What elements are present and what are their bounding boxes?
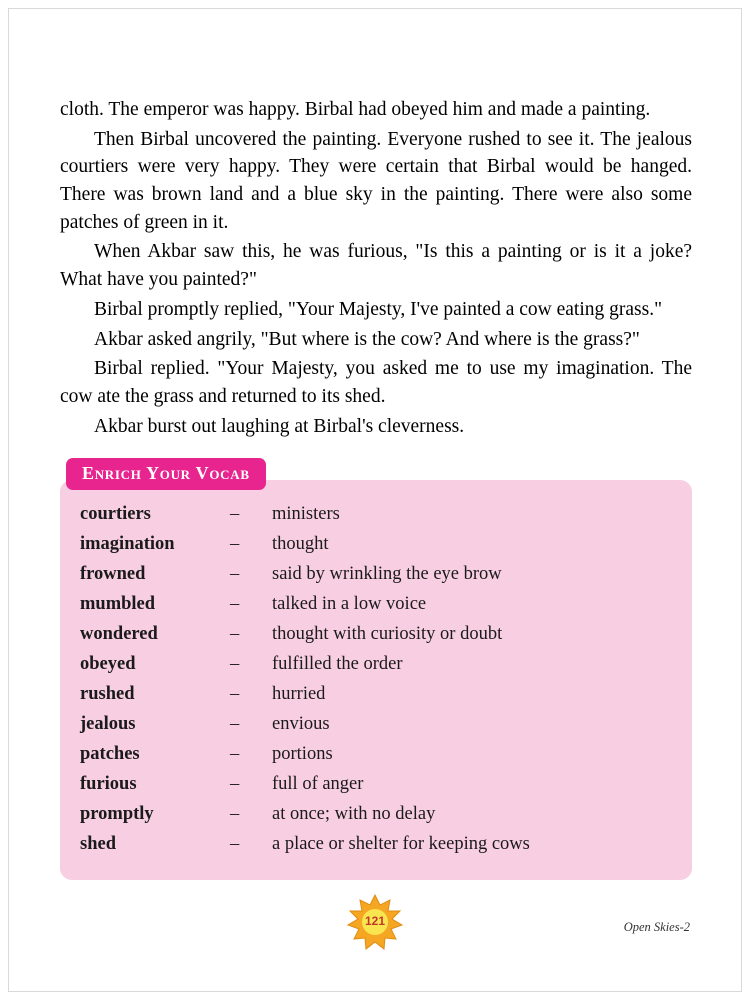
page-number: 121 (364, 914, 386, 928)
vocab-meaning: at once; with no delay (272, 804, 436, 825)
vocab-separator: – (230, 804, 240, 825)
vocab-separator: – (230, 684, 240, 705)
vocab-separator: – (230, 594, 240, 615)
vocab-word: imagination (80, 534, 175, 555)
table-row (80, 592, 672, 622)
vocab-word: shed (80, 834, 116, 855)
vocab-separator: – (230, 654, 240, 675)
vocab-word: rushed (80, 684, 135, 705)
paragraph-3: When Akbar saw this, he was furious, "Is this a painting or is it a joke? What have you painted?" (60, 241, 692, 291)
vocab-meaning: hurried (272, 684, 326, 705)
enrich-your-vocab-section (60, 458, 692, 880)
vocab-meaning: thought (272, 534, 329, 555)
vocab-meaning: fulfilled the order (272, 654, 403, 675)
vocab-meaning: envious (272, 714, 330, 735)
table-row (80, 532, 672, 562)
table-row (80, 772, 672, 802)
vocab-meaning: full of anger (272, 774, 364, 795)
page-content (60, 96, 692, 880)
vocab-word: mumbled (80, 594, 156, 615)
table-row (80, 562, 672, 592)
vocab-word: jealous (80, 714, 136, 735)
vocab-meaning: said by wrinkling the eye brow (272, 564, 502, 585)
vocab-separator: – (230, 774, 240, 795)
vocab-heading-banner: Enrich Your Vocab (66, 458, 266, 490)
paragraph-2: Then Birbal uncovered the painting. Everyone rushed to see it. The jealous courtiers were very happy. They were certain that Birbal would be hanged. There was brown land and a blue sky in the painting. There were also some patches of green in it. (60, 128, 692, 233)
vocab-separator: – (230, 534, 240, 555)
table-row (80, 742, 672, 772)
paragraph-1: cloth. The emperor was happy. Birbal had obeyed him and made a painting. (60, 99, 651, 120)
page-footer (0, 894, 750, 954)
paragraph-6: Birbal replied. "Your Majesty, you asked me to use my imagination. The cow ate the grass and returned to its shed. (60, 358, 692, 407)
vocab-word: furious (80, 774, 137, 795)
vocab-word: promptly (80, 804, 154, 825)
table-row (80, 622, 672, 652)
vocab-separator: – (230, 744, 240, 765)
vocab-meaning: portions (272, 744, 333, 765)
vocab-separator: – (230, 564, 240, 585)
book-title: Open Skies-2 (623, 920, 690, 934)
vocab-meaning: ministers (272, 504, 340, 525)
vocab-table (80, 502, 672, 862)
paragraph-4: Birbal promptly replied, "Your Majesty, I've painted a cow eating grass." (94, 298, 663, 320)
vocab-separator: – (230, 624, 240, 645)
table-row (80, 682, 672, 712)
vocab-meaning: thought with curiosity or doubt (272, 624, 503, 645)
vocab-word: obeyed (80, 654, 136, 675)
vocab-word: wondered (80, 624, 158, 645)
vocab-meaning: a place or shelter for keeping cows (272, 834, 530, 855)
vocab-word: frowned (80, 564, 146, 585)
vocab-meaning: talked in a low voice (272, 594, 427, 615)
vocab-separator: – (230, 504, 240, 525)
table-row (80, 802, 672, 832)
vocab-word: courtiers (80, 504, 151, 525)
paragraph-7: Akbar burst out laughing at Birbal's cleverness. (94, 415, 465, 437)
vocab-box (60, 480, 692, 880)
vocab-separator: – (230, 834, 240, 855)
table-row (80, 712, 672, 742)
table-row (80, 832, 672, 862)
vocab-separator: – (230, 714, 240, 735)
table-row (80, 502, 672, 532)
vocab-word: patches (80, 744, 140, 765)
table-row (80, 652, 672, 682)
paragraph-5: Akbar asked angrily, "But where is the cow? And where is the grass?" (94, 328, 640, 350)
